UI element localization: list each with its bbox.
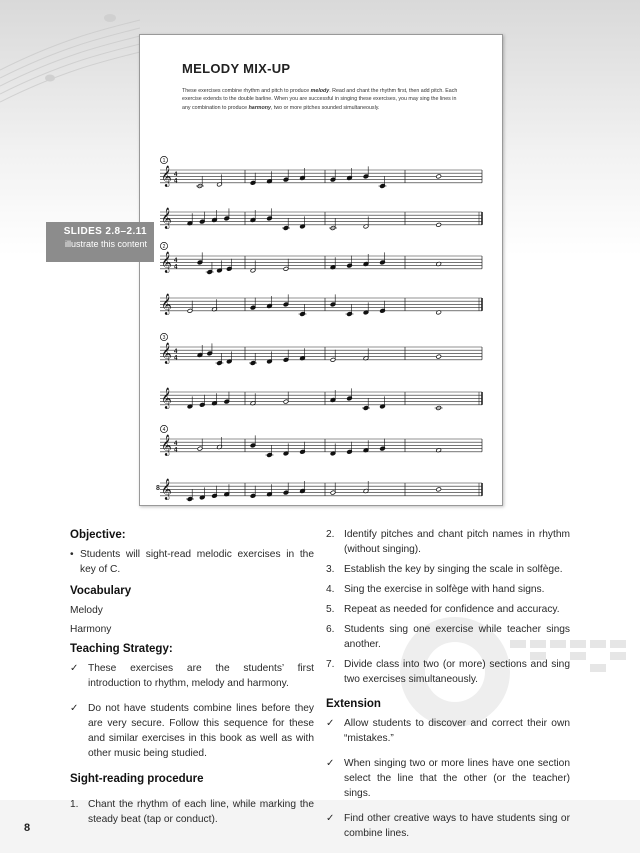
procedure-steps bbox=[326, 527, 570, 687]
callout-title: SLIDES 2.8–2.11 bbox=[63, 226, 147, 237]
staff-line-group bbox=[160, 333, 482, 365]
slides-callout bbox=[46, 222, 154, 262]
procedure-step-2 bbox=[326, 527, 570, 557]
strategy-text-1: These exercises are the students’ first introduction to rhythm, melody and harmony. bbox=[88, 663, 314, 689]
strategy-item-1 bbox=[70, 661, 314, 691]
step-text: Students sing one exercise while teacher sings another. bbox=[344, 624, 570, 650]
check-icon: ✓ bbox=[326, 813, 335, 824]
note-head bbox=[436, 222, 442, 227]
exercise-number: 4 bbox=[162, 427, 166, 433]
extension-item-1 bbox=[326, 716, 570, 746]
objective-item: • Students will sight-read melodic exercises in the key of C. bbox=[70, 549, 314, 575]
exercise-number: 3 bbox=[162, 335, 166, 341]
step-number: 2. bbox=[326, 529, 335, 540]
extension-heading: Extension bbox=[326, 698, 381, 710]
staff-line-group bbox=[160, 425, 482, 457]
note-head bbox=[436, 354, 442, 359]
staff-line-group bbox=[160, 156, 482, 188]
vocab-harmony: Harmony bbox=[70, 624, 112, 635]
time-signature-icon: 4 bbox=[174, 447, 178, 454]
page-number: 8 bbox=[24, 822, 31, 834]
intro-melody: melody bbox=[310, 88, 330, 94]
time-signature-icon: 4 bbox=[174, 441, 178, 447]
intro-text-1: These exercises combine rhythm and pitch to produce bbox=[182, 88, 311, 94]
check-icon: ✓ bbox=[326, 758, 335, 769]
time-signature-icon: 4 bbox=[174, 349, 178, 355]
extension-item-3 bbox=[326, 811, 570, 841]
staff-line-group bbox=[160, 208, 482, 230]
time-signature-icon: 4 bbox=[174, 258, 178, 264]
intro-harmony: harmony bbox=[248, 104, 271, 111]
step-text: Sing the exercise in solfège with hand signs. bbox=[344, 584, 545, 595]
extension-item-2 bbox=[326, 756, 570, 801]
objective-text: Students will sight-read melodic exercises in the key of C. bbox=[80, 549, 314, 575]
treble-clef-icon: 𝄞 bbox=[161, 166, 172, 187]
time-signature-icon: 4 bbox=[174, 172, 178, 178]
check-icon: ✓ bbox=[326, 718, 335, 729]
music-staves bbox=[140, 35, 502, 505]
treble-clef-icon: 𝄞 bbox=[161, 435, 172, 456]
slide-title: MELODY MIX-UP bbox=[182, 61, 291, 76]
check-icon: ✓ bbox=[70, 663, 79, 674]
procedure-step-1 bbox=[70, 797, 314, 827]
step-number: 5. bbox=[326, 604, 335, 615]
treble-clef-icon: 𝄞 bbox=[161, 208, 172, 229]
step-text: Identify pitches and chant pitch names in rhythm (without singing). bbox=[344, 529, 570, 555]
procedure-step-3 bbox=[326, 562, 570, 577]
staff-line-group bbox=[160, 294, 482, 316]
extension-text-1: Allow students to discover and correct their own “mistakes.” bbox=[344, 718, 570, 744]
intro-text-2: . Read and chant the rhythm first, then add pitch. Each exercise extends to the double barline. When you are successful in singing these exercises, you may sing the lines in any combination to produce bbox=[182, 88, 458, 111]
exercise-number: 2 bbox=[162, 244, 166, 250]
step-text: Establish the key by singing the scale in solfège. bbox=[344, 564, 563, 575]
check-icon: ✓ bbox=[70, 703, 79, 714]
step-number: 4. bbox=[326, 584, 335, 595]
staff-line-group bbox=[160, 388, 482, 410]
vocabulary-heading: Vocabulary bbox=[70, 585, 132, 597]
step-number: 1. bbox=[70, 799, 79, 810]
procedure-heading: Sight-reading procedure bbox=[70, 773, 204, 785]
strategy-heading: Teaching Strategy: bbox=[70, 643, 173, 655]
left-column bbox=[70, 527, 314, 827]
extension-text-2: When singing two or more lines have one section select the line that the other (or the teacher) sings. bbox=[344, 758, 570, 799]
step-number: 6. bbox=[326, 624, 335, 635]
callout-subtitle: illustrate this content bbox=[64, 239, 147, 249]
step-text: Divide class into two (or more) sections and sing two exercises simultaneously. bbox=[344, 659, 570, 685]
time-signature-icon: 4 bbox=[174, 178, 178, 185]
slide-page bbox=[139, 34, 503, 506]
step-text: Chant the rhythm of each line, while marking the steady beat (tap or conduct). bbox=[88, 799, 314, 825]
time-signature-icon: 4 bbox=[174, 264, 178, 271]
note-head bbox=[436, 174, 442, 179]
right-column bbox=[326, 527, 570, 841]
procedure-step-7 bbox=[326, 657, 570, 687]
procedure-step-6 bbox=[326, 622, 570, 652]
step-number: 7. bbox=[326, 659, 335, 670]
procedure-step-4 bbox=[326, 582, 570, 597]
step-number: 3. bbox=[326, 564, 335, 575]
staff-line-group bbox=[160, 479, 482, 501]
intro-text-3: , two or more pitches sounded simultaneously. bbox=[270, 104, 380, 111]
treble-clef-icon: 𝄞 bbox=[161, 343, 172, 364]
staff-line-group bbox=[160, 242, 482, 274]
time-signature-icon: 4 bbox=[174, 355, 178, 362]
slide-page-number: 8 bbox=[156, 485, 160, 492]
objective-heading: Objective: bbox=[70, 529, 126, 541]
treble-clef-icon: 𝄞 bbox=[161, 252, 172, 273]
treble-clef-icon: 𝄞 bbox=[161, 479, 172, 500]
strategy-item-2 bbox=[70, 701, 314, 761]
treble-clef-icon: 𝄞 bbox=[161, 294, 172, 315]
note-head bbox=[436, 487, 442, 492]
vocab-melody: Melody bbox=[70, 605, 103, 616]
extension-text-3: Find other creative ways to have students sing or combine lines. bbox=[344, 813, 570, 839]
step-text: Repeat as needed for confidence and accuracy. bbox=[344, 604, 560, 615]
procedure-step-5 bbox=[326, 602, 570, 617]
strategy-text-2: Do not have students combine lines before they are very secure. Follow this sequence for these and similar exercises in this book as well as with other music being studied. bbox=[88, 703, 314, 759]
exercise-number: 1 bbox=[162, 158, 166, 164]
treble-clef-icon: 𝄞 bbox=[161, 388, 172, 409]
